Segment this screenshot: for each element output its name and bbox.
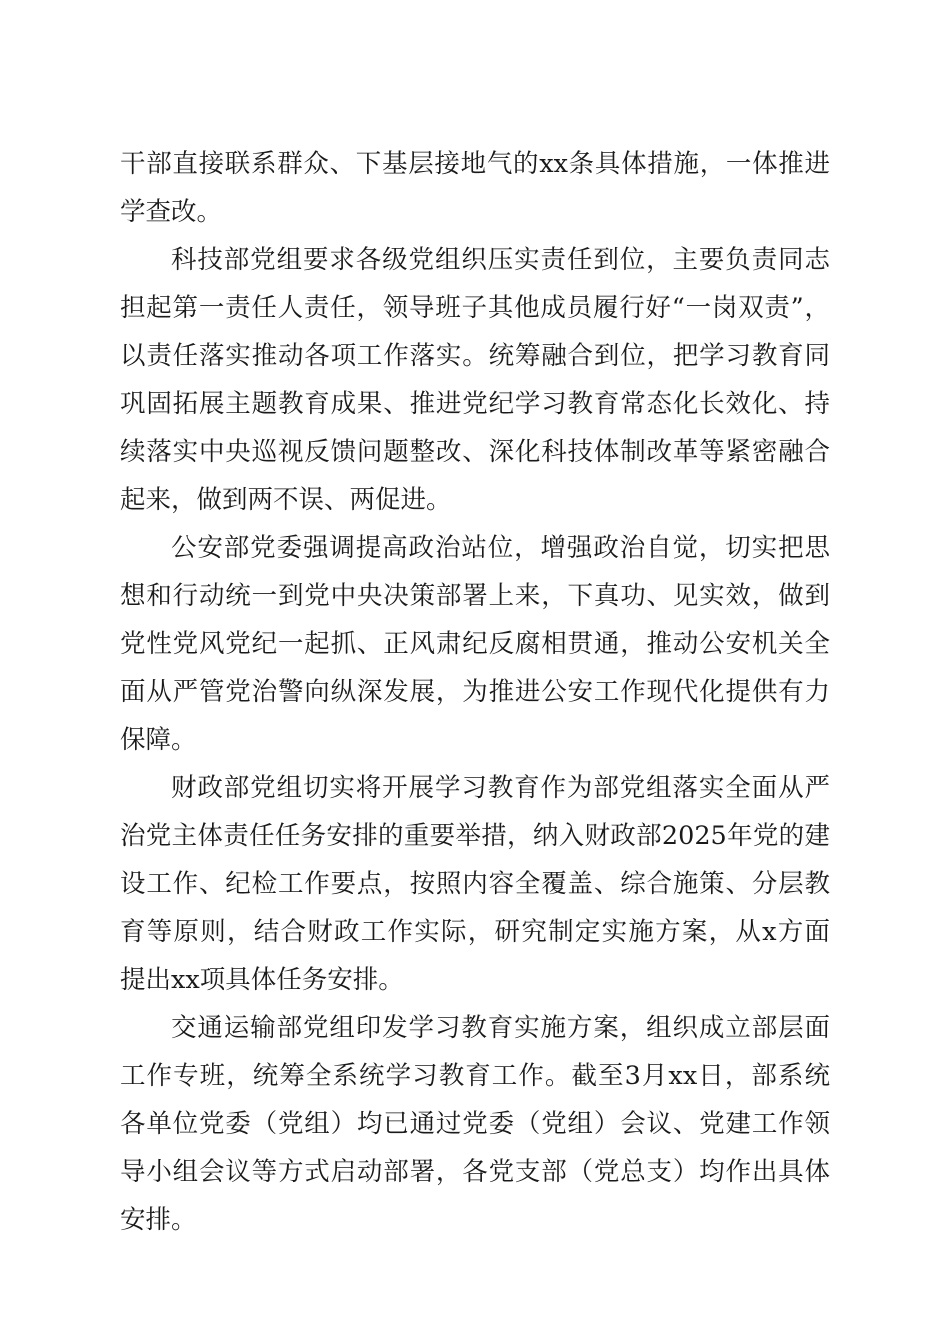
text-line: 保障。 [120,725,197,755]
text-line: 育等原则，结合财政工作实际，研究制定实施方案，从x方面 [120,917,830,947]
text-line: 安排。 [120,1205,197,1235]
text-line: 治党主体责任任务安排的重要举措，纳入财政部2025年党的建 [120,821,830,851]
text-line: 各单位党委（党组）均已通过党委（党组）会议、党建工作领 [120,1109,830,1139]
document-body [120,140,830,1244]
text-line: 担起第一责任人责任，领导班子其他成员履行好“一岗双责”， [120,293,830,323]
text-line: 科技部党组要求各级党组织压实责任到位，主要负责同志 [171,245,830,275]
text-line: 设工作、纪检工作要点，按照内容全覆盖、综合施策、分层教 [120,869,830,899]
text-line: 以责任落实推动各项工作落实。统筹融合到位，把学习教育同 [120,341,830,371]
text-line: 学查改。 [120,197,223,227]
text-line: 续落实中央巡视反馈问题整改、深化科技体制改革等紧密融合 [120,437,830,467]
text-line: 面从严管党治警向纵深发展，为推进公安工作现代化提供有力 [120,677,830,707]
text-line: 工作专班，统筹全系统学习教育工作。截至3月xx日，部系统 [120,1061,830,1091]
text-line: 巩固拓展主题教育成果、推进党纪学习教育常态化长效化、持 [120,389,830,419]
text-line: 财政部党组切实将开展学习教育作为部党组落实全面从严 [171,773,830,803]
text-line: 干部直接联系群众、下基层接地气的xx条具体措施，一体推进 [120,149,830,179]
text-line: 起来，做到两不误、两促进。 [120,485,452,515]
text-line: 党性党风党纪一起抓、正风肃纪反腐相贯通，推动公安机关全 [120,629,830,659]
text-line: 提出xx项具体任务安排。 [120,965,404,995]
text-line: 导小组会议等方式启动部署，各党支部（党总支）均作出具体 [120,1157,830,1187]
text-line: 想和行动统一到党中央决策部署上来，下真功、见实效，做到 [120,581,830,611]
text-line: 交通运输部党组印发学习教育实施方案，组织成立部层面 [171,1013,830,1043]
text-line: 公安部党委强调提高政治站位，增强政治自觉，切实把思 [171,533,830,563]
